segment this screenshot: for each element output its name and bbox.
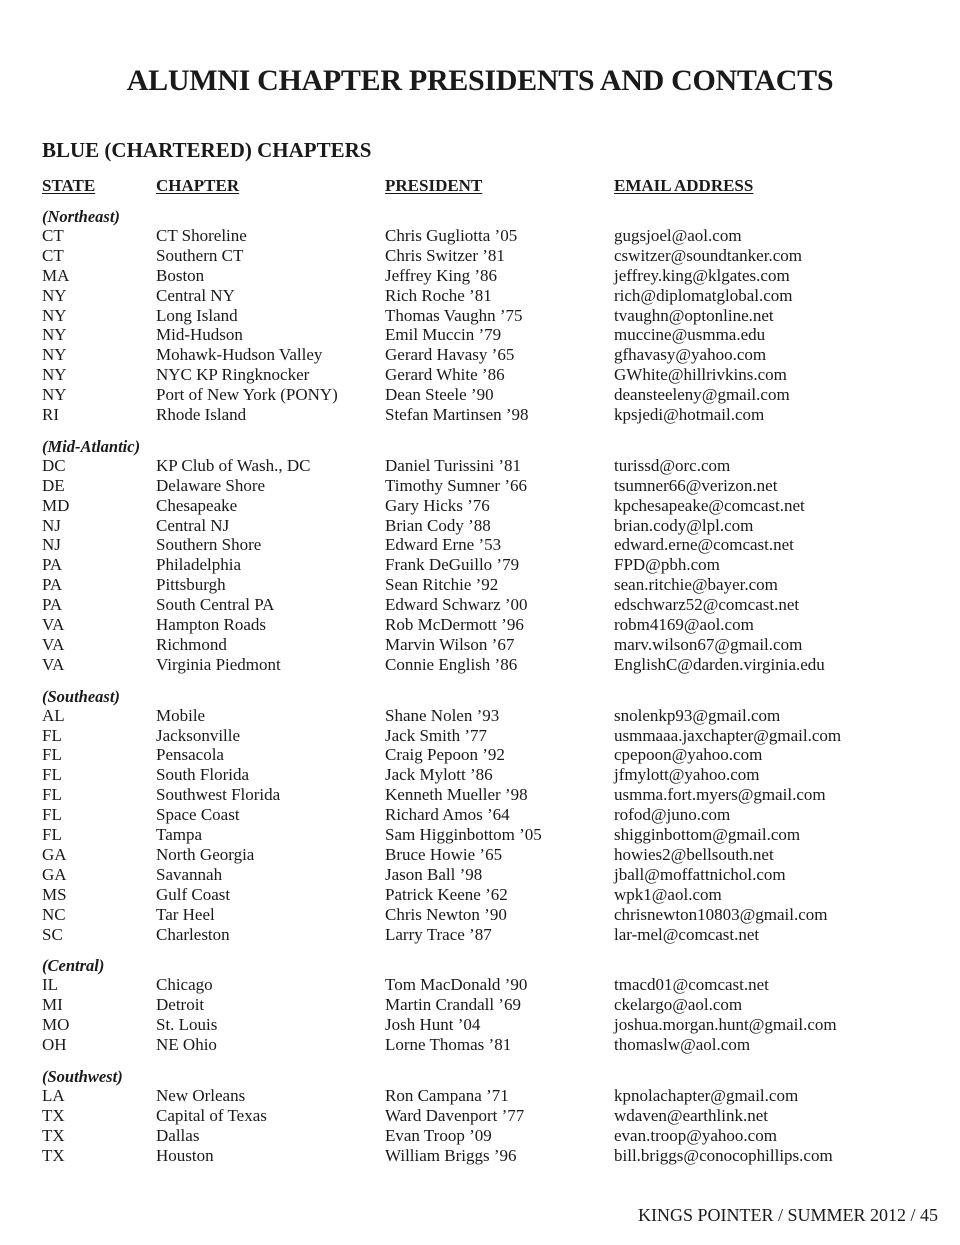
- column-headers: [0, 176, 960, 200]
- email-cell: GWhite@hillrivkins.com: [614, 365, 787, 385]
- email-cell: usmma.fort.myers@gmail.com: [614, 785, 826, 805]
- state-cell: MS: [42, 884, 67, 904]
- state-cell: VA: [42, 615, 65, 635]
- president-cell: Gary Hicks ’76: [385, 495, 490, 515]
- chapter-cell: Mohawk-Hudson Valley: [156, 345, 323, 365]
- table-row: [0, 825, 960, 845]
- president-cell: Jack Mylott ’86: [385, 765, 493, 785]
- chapter-cell: South Florida: [156, 765, 250, 785]
- chapter-cell: Southern CT: [156, 245, 244, 265]
- chapter-cell: Mid-Hudson: [156, 325, 243, 345]
- state-cell: FL: [42, 785, 62, 805]
- state-cell: NY: [42, 285, 67, 305]
- table-row: [0, 306, 960, 326]
- table-row: [0, 385, 960, 405]
- email-cell: tsumner66@verizon.net: [614, 475, 778, 495]
- state-cell: NJ: [42, 515, 61, 535]
- president-cell: William Briggs ’96: [385, 1145, 517, 1165]
- email-cell: sean.ritchie@bayer.com: [614, 575, 778, 595]
- chapter-cell: NE Ohio: [156, 1035, 217, 1055]
- chapter-cell: CT Shoreline: [156, 226, 247, 245]
- state-cell: PA: [42, 555, 63, 575]
- table-row: [0, 476, 960, 496]
- header-email: EMAIL ADDRESS: [614, 176, 754, 195]
- president-cell: Edward Erne ’53: [385, 535, 502, 555]
- region-block: [0, 956, 960, 1055]
- state-cell: NY: [42, 325, 67, 345]
- state-cell: MA: [42, 265, 70, 285]
- email-cell: joshua.morgan.hunt@gmail.com: [614, 1015, 837, 1035]
- state-cell: IL: [42, 975, 59, 995]
- president-cell: Chris Switzer ’81: [385, 245, 505, 265]
- email-cell: tmacd01@comcast.net: [614, 975, 769, 995]
- state-cell: CT: [42, 226, 64, 245]
- state-cell: NY: [42, 345, 67, 365]
- chapter-cell: Richmond: [156, 634, 227, 654]
- state-cell: DE: [42, 475, 65, 495]
- table-row: [0, 905, 960, 925]
- table-row: [0, 516, 960, 536]
- state-cell: NY: [42, 305, 67, 325]
- state-cell: SC: [42, 924, 63, 944]
- table-row: [0, 1146, 960, 1166]
- president-cell: Rich Roche ’81: [385, 285, 492, 305]
- state-cell: VA: [42, 634, 65, 654]
- president-cell: Brian Cody ’88: [385, 515, 491, 535]
- president-cell: Jason Ball ’98: [385, 864, 483, 884]
- state-cell: FL: [42, 765, 62, 785]
- header-chapter: CHAPTER: [156, 176, 240, 195]
- email-cell: snolenkp93@gmail.com: [614, 705, 781, 725]
- state-cell: TX: [42, 1125, 65, 1145]
- header-president: PRESIDENT: [385, 176, 483, 195]
- state-cell: OH: [42, 1035, 67, 1055]
- email-cell: edschwarz52@comcast.net: [614, 595, 800, 615]
- region-label: (Southwest): [42, 1066, 123, 1086]
- email-cell: lar-mel@comcast.net: [614, 924, 760, 944]
- region-block: [0, 687, 960, 945]
- president-cell: Richard Amos ’64: [385, 805, 510, 825]
- president-cell: Thomas Vaughn ’75: [385, 305, 523, 325]
- table-row: [0, 595, 960, 615]
- state-cell: MI: [42, 995, 63, 1015]
- table-row: [0, 365, 960, 385]
- table-row: [0, 325, 960, 345]
- president-cell: Martin Crandall ’69: [385, 995, 521, 1015]
- email-cell: muccine@usmma.edu: [614, 325, 766, 345]
- chapter-cell: KP Club of Wash., DC: [156, 455, 311, 475]
- table-row: [0, 246, 960, 266]
- email-cell: jeffrey.king@klgates.com: [614, 265, 790, 285]
- table-row: [0, 726, 960, 746]
- president-cell: Kenneth Mueller ’98: [385, 785, 528, 805]
- chapter-cell: Charleston: [156, 924, 230, 944]
- chapter-cell: Capital of Texas: [156, 1105, 267, 1125]
- president-cell: Gerard White ’86: [385, 365, 505, 385]
- chapter-cell: South Central PA: [156, 595, 275, 615]
- chapter-cell: Dallas: [156, 1125, 200, 1145]
- chapter-list: [0, 207, 960, 1178]
- table-row: [0, 745, 960, 765]
- email-cell: thomaslw@aol.com: [614, 1035, 751, 1055]
- table-row: [0, 865, 960, 885]
- email-cell: kpsjedi@hotmail.com: [614, 405, 765, 425]
- email-cell: gugsjoel@aol.com: [614, 226, 742, 245]
- chapter-cell: Detroit: [156, 995, 205, 1015]
- chapter-cell: Boston: [156, 265, 205, 285]
- president-cell: Tom MacDonald ’90: [385, 975, 528, 995]
- president-cell: Daniel Turissini ’81: [385, 455, 522, 475]
- table-row: [0, 635, 960, 655]
- email-cell: jfmylott@yahoo.com: [614, 765, 760, 785]
- chapter-cell: Long Island: [156, 305, 238, 325]
- president-cell: Ward Davenport ’77: [385, 1105, 525, 1125]
- state-cell: MD: [42, 495, 70, 515]
- email-cell: EnglishC@darden.virginia.edu: [614, 654, 825, 674]
- state-cell: RI: [42, 405, 59, 425]
- email-cell: rich@diplomatglobal.com: [614, 285, 793, 305]
- page-title: ALUMNI CHAPTER PRESIDENTS AND CONTACTS: [126, 64, 834, 97]
- email-cell: ckelargo@aol.com: [614, 995, 743, 1015]
- table-row: [0, 1086, 960, 1106]
- president-cell: Timothy Sumner ’66: [385, 475, 528, 495]
- chapter-cell: Hampton Roads: [156, 615, 267, 635]
- table-row: [0, 615, 960, 635]
- president-cell: Marvin Wilson ’67: [385, 634, 515, 654]
- email-cell: chrisnewton10803@gmail.com: [614, 904, 828, 924]
- table-row: [0, 1126, 960, 1146]
- state-cell: FL: [42, 725, 62, 745]
- region-label: (Mid-Atlantic): [42, 436, 141, 456]
- email-cell: FPD@pbh.com: [614, 555, 720, 575]
- chapter-cell: Central NY: [156, 285, 235, 305]
- chapter-cell: Tampa: [156, 825, 203, 845]
- table-row: [0, 1035, 960, 1055]
- state-cell: NY: [42, 365, 67, 385]
- state-cell: AL: [42, 705, 65, 725]
- president-cell: Larry Trace ’87: [385, 924, 492, 944]
- president-cell: Gerard Havasy ’65: [385, 345, 515, 365]
- table-row: [0, 226, 960, 246]
- table-row: [0, 575, 960, 595]
- email-cell: tvaughn@optonline.net: [614, 305, 774, 325]
- email-cell: usmmaaa.jaxchapter@gmail.com: [614, 725, 842, 745]
- chapter-cell: Chesapeake: [156, 495, 238, 515]
- president-cell: Jack Smith ’77: [385, 725, 487, 745]
- chapter-cell: Pensacola: [156, 745, 224, 765]
- region-block: [0, 1067, 960, 1166]
- chapter-cell: Chicago: [156, 975, 213, 995]
- president-cell: Jeffrey King ’86: [385, 265, 498, 285]
- state-cell: FL: [42, 745, 62, 765]
- email-cell: brian.cody@lpl.com: [614, 515, 754, 535]
- region-block: [0, 437, 960, 675]
- president-cell: Rob McDermott ’96: [385, 615, 524, 635]
- email-cell: kpnolachapter@gmail.com: [614, 1085, 799, 1105]
- chapter-cell: Savannah: [156, 864, 223, 884]
- state-cell: DC: [42, 455, 66, 475]
- email-cell: turissd@orc.com: [614, 455, 731, 475]
- table-row: [0, 885, 960, 905]
- president-cell: Craig Pepoon ’92: [385, 745, 505, 765]
- email-cell: marv.wilson67@gmail.com: [614, 634, 803, 654]
- chapter-cell: St. Louis: [156, 1015, 218, 1035]
- table-row: [0, 765, 960, 785]
- chapter-cell: Gulf Coast: [156, 884, 231, 904]
- chapter-cell: Pittsburgh: [156, 575, 226, 595]
- header-state: STATE: [42, 176, 96, 195]
- state-cell: TX: [42, 1145, 65, 1165]
- email-cell: cswitzer@soundtanker.com: [614, 245, 802, 265]
- chapter-cell: Southern Shore: [156, 535, 262, 555]
- chapter-cell: Virginia Piedmont: [156, 654, 281, 674]
- chapter-cell: Rhode Island: [156, 405, 247, 425]
- chapter-cell: Port of New York (PONY): [156, 385, 338, 405]
- chapter-cell: Tar Heel: [156, 904, 215, 924]
- chapter-cell: Space Coast: [156, 805, 240, 825]
- table-row: [0, 805, 960, 825]
- state-cell: GA: [42, 864, 67, 884]
- state-cell: VA: [42, 654, 65, 674]
- state-cell: MO: [42, 1015, 70, 1035]
- president-cell: Chris Newton ’90: [385, 904, 507, 924]
- email-cell: jball@moffattnichol.com: [614, 864, 786, 884]
- region-label: (Southeast): [42, 686, 120, 706]
- email-cell: wdaven@earthlink.net: [614, 1105, 768, 1125]
- email-cell: robm4169@aol.com: [614, 615, 754, 635]
- email-cell: cpepoon@yahoo.com: [614, 745, 763, 765]
- state-cell: CT: [42, 245, 64, 265]
- email-cell: howies2@bellsouth.net: [614, 844, 774, 864]
- table-row: [0, 655, 960, 675]
- table-row: [0, 345, 960, 365]
- president-cell: Sean Ritchie ’92: [385, 575, 499, 595]
- chapter-cell: NYC KP Ringknocker: [156, 365, 310, 385]
- president-cell: Emil Muccin ’79: [385, 325, 502, 345]
- president-cell: Patrick Keene ’62: [385, 884, 508, 904]
- table-row: [0, 706, 960, 726]
- email-cell: rofod@juno.com: [614, 805, 731, 825]
- state-cell: PA: [42, 575, 63, 595]
- state-cell: NY: [42, 385, 67, 405]
- chapter-cell: Delaware Shore: [156, 475, 266, 495]
- region-block: [0, 207, 960, 425]
- table-row: [0, 925, 960, 945]
- chapter-cell: North Georgia: [156, 844, 255, 864]
- president-cell: Evan Troop ’09: [385, 1125, 492, 1145]
- president-cell: Dean Steele ’90: [385, 385, 494, 405]
- president-cell: Sam Higginbottom ’05: [385, 825, 542, 845]
- section-title: BLUE (CHARTERED) CHAPTERS: [42, 138, 372, 162]
- table-row: [0, 535, 960, 555]
- president-cell: Edward Schwarz ’00: [385, 595, 528, 615]
- page-footer: KINGS POINTER / SUMMER 2012 / 45: [637, 1205, 938, 1225]
- table-row: [0, 785, 960, 805]
- table-row: [0, 266, 960, 286]
- president-cell: Josh Hunt ’04: [385, 1015, 481, 1035]
- region-label: (Northeast): [42, 207, 120, 226]
- email-cell: shigginbottom@gmail.com: [614, 825, 801, 845]
- state-cell: GA: [42, 844, 67, 864]
- chapter-cell: Central NJ: [156, 515, 230, 535]
- table-row: [0, 1106, 960, 1126]
- chapter-cell: Philadelphia: [156, 555, 241, 575]
- table-row: [0, 995, 960, 1015]
- president-cell: Ron Campana ’71: [385, 1085, 509, 1105]
- table-row: [0, 286, 960, 306]
- chapter-cell: Jacksonville: [156, 725, 241, 745]
- chapter-cell: Mobile: [156, 705, 206, 725]
- table-row: [0, 456, 960, 476]
- email-cell: kpchesapeake@comcast.net: [614, 495, 805, 515]
- table-row: [0, 496, 960, 516]
- chapter-cell: Houston: [156, 1145, 214, 1165]
- president-cell: Chris Gugliotta ’05: [385, 226, 518, 245]
- chapter-cell: New Orleans: [156, 1085, 246, 1105]
- table-row: [0, 1015, 960, 1035]
- table-row: [0, 845, 960, 865]
- state-cell: NC: [42, 904, 66, 924]
- state-cell: LA: [42, 1085, 65, 1105]
- president-cell: Bruce Howie ’65: [385, 844, 503, 864]
- email-cell: deansteeleny@gmail.com: [614, 385, 790, 405]
- state-cell: PA: [42, 595, 63, 615]
- region-label: (Central): [42, 956, 105, 976]
- president-cell: Lorne Thomas ’81: [385, 1035, 512, 1055]
- email-cell: wpk1@aol.com: [614, 884, 722, 904]
- president-cell: Frank DeGuillo ’79: [385, 555, 520, 575]
- state-cell: FL: [42, 805, 62, 825]
- email-cell: bill.briggs@conocophillips.com: [614, 1145, 833, 1165]
- table-row: [0, 975, 960, 995]
- president-cell: Shane Nolen ’93: [385, 705, 500, 725]
- president-cell: Connie English ’86: [385, 654, 518, 674]
- table-row: [0, 405, 960, 425]
- state-cell: NJ: [42, 535, 61, 555]
- chapter-cell: Southwest Florida: [156, 785, 281, 805]
- email-cell: evan.troop@yahoo.com: [614, 1125, 777, 1145]
- email-cell: edward.erne@comcast.net: [614, 535, 794, 555]
- state-cell: FL: [42, 825, 62, 845]
- email-cell: gfhavasy@yahoo.com: [614, 345, 767, 365]
- state-cell: TX: [42, 1105, 65, 1125]
- president-cell: Stefan Martinsen ’98: [385, 405, 529, 425]
- table-row: [0, 555, 960, 575]
